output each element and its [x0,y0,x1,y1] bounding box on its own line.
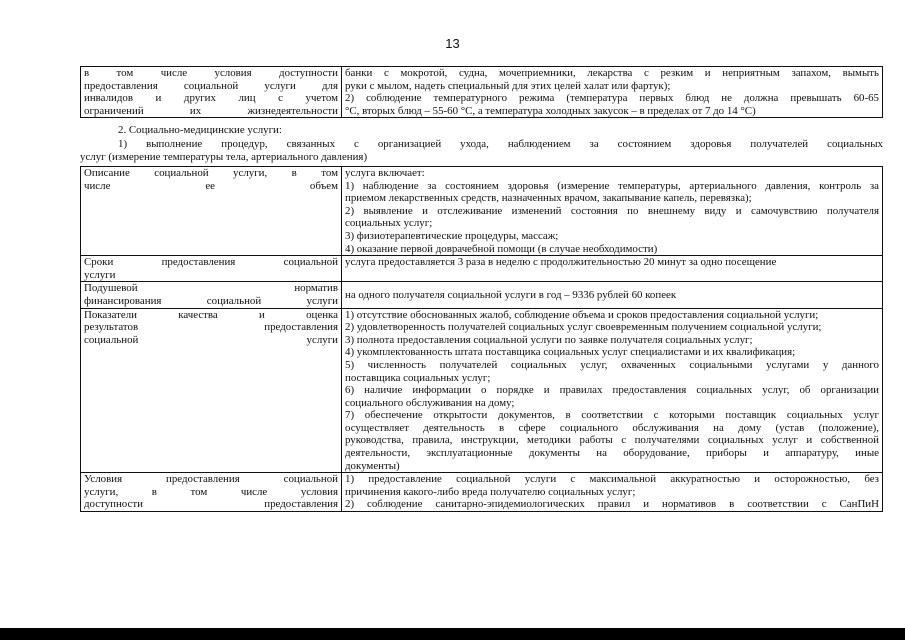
cell-line: приемом лекарственных средств, назначенных врачом, закапывание капель, перевязка); [345,192,752,205]
continuation-table [80,66,883,118]
cell-line: 2) соблюдение санитарно-эпидемиологических правил и нормативов в соответствии с СанПиН [345,498,879,511]
cell-line: руки с мылом, надеть специальный для этих целей халат или фартук); [345,79,671,92]
table-row [81,282,883,308]
table-row [81,67,883,118]
cell-line: числе ее объем [84,179,338,192]
table-cell-label [81,67,342,118]
cell-line: причинения какого-либо вреда получателю социальных услуг; [345,485,636,498]
cell-line: Показатели качества и оценка [84,308,338,321]
table-cell-value [342,282,883,308]
cell-line: 6) наличие информации о порядке и правилах предоставления социальных услуг, об организации [345,384,879,397]
cell-line: 3) физиотерапевтические процедуры, массаж; [345,229,559,242]
cell-line: социальных услуг; [345,217,433,230]
cell-line: доступности предоставления [84,498,338,511]
cell-line: социального обслуживания на дому; [345,396,515,409]
cell-line: услуга включает: [345,167,425,179]
cell-line: Условия предоставления социальной [84,473,338,486]
section-heading: 2. Социально-медицинские услуги: [118,124,282,136]
cell-line: 4) оказание первой доврачебной помощи (в случае необходимости) [345,242,658,255]
intro-line: услуг (измерение температуры тела, артериального давления) [80,150,368,163]
cell-line: услуги [84,268,116,281]
table-cell-label [81,308,342,473]
cell-line: 2) выявление и отслеживание изменений состояния по внешнему виду и самочувствию получателя [345,204,879,217]
table-cell-value [342,256,883,282]
page-number: 13 [445,36,460,51]
cell-line: Подушевой норматив [84,282,338,295]
cell-line: предоставления социальной услуги для [84,79,338,92]
scan-bottom-edge [0,628,905,640]
cell-line: Сроки предоставления социальной [84,256,338,269]
cell-line: 2) удовлетворенность получателей социальных услуг своевременным получением социальной услуги; [345,321,822,334]
cell-line: документы) [345,459,400,472]
table-cell-value [342,167,883,256]
cell-line: поставщика социальных услуг; [345,371,491,384]
table-row [81,308,883,473]
table-row [81,473,883,512]
intro-paragraph [80,138,883,163]
cell-line: 1) отсутствие обоснованных жалоб, соблюдение объема и сроков предоставления социальной услуги; [345,308,819,321]
cell-line: 3) полнота предоставления социальной услуги по заявке получателя социальных услуг; [345,333,753,346]
table-cell-value [342,308,883,473]
cell-line: в том числе условия доступности [84,67,338,79]
cell-line: °С, вторых блюд – 55-60 °С, а температура холодных закусок – в пределах от 7 до 14 °С) [345,104,756,117]
cell-line: 1) наблюдение за состоянием здоровья (измерение температуры, артериального давления, контроль за [345,179,879,192]
cell-line: на одного получателя социальной услуги в год – 9336 рублей 60 копеек [345,288,677,301]
cell-line: банки с мокротой, судна, мочеприемники, лекарства с резким и неприятным запахом, вымыть [345,67,879,79]
cell-line: 5) численность получателей социальных услуг, охваченных социальными услугами у данного [345,358,879,371]
cell-line: осуществляет деятельность в сфере социального обслуживания на дому (устав (положение), [345,421,879,434]
cell-line: услуга предоставляется 3 раза в неделю с продолжительностью 20 минут за одно посещение [345,256,777,269]
table-cell-label [81,256,342,282]
cell-line: инвалидов и других лиц с учетом [84,92,338,105]
table-cell-value [342,67,883,118]
cell-line: 4) укомплектованность штата поставщика социальных услуг специалистами и их квалификация; [345,346,796,359]
cell-line: Описание социальной услуги, в том [84,167,338,179]
service-table [80,166,883,512]
table-row [81,256,883,282]
table-cell-value [342,473,883,512]
cell-line: 1) предоставление социальной услуги с максимальной аккуратностью и осторожностью, без [345,473,879,486]
cell-line: результатов предоставления [84,321,338,334]
cell-line: руководства, правила, инструкции, методики работы с получателями социальных услуг и собственной [345,434,879,447]
cell-line: услуги, в том числе условия [84,485,338,498]
cell-line: 2) соблюдение температурного режима (температура первых блюд не должна превышать 60-65 [345,92,879,105]
table-cell-label [81,167,342,256]
table-row [81,167,883,256]
intro-line: 1) выполнение процедур, связанных с организацией ухода, наблюдением за состоянием здоровья получателей социальных [118,138,883,150]
cell-line: 7) обеспечение открытости документов, в соответствии с которыми поставщик социальных услуг [345,409,879,422]
table-cell-label [81,282,342,308]
cell-line: ограничений их жизнедеятельности [84,104,338,117]
table-cell-label [81,473,342,512]
cell-line: финансирования социальной услуги [84,294,338,307]
cell-line: социальной услуги [84,333,338,346]
cell-line: деятельности, эксплуатационные документы на оборудование, приборы и аппаратуру, иные [345,447,879,460]
